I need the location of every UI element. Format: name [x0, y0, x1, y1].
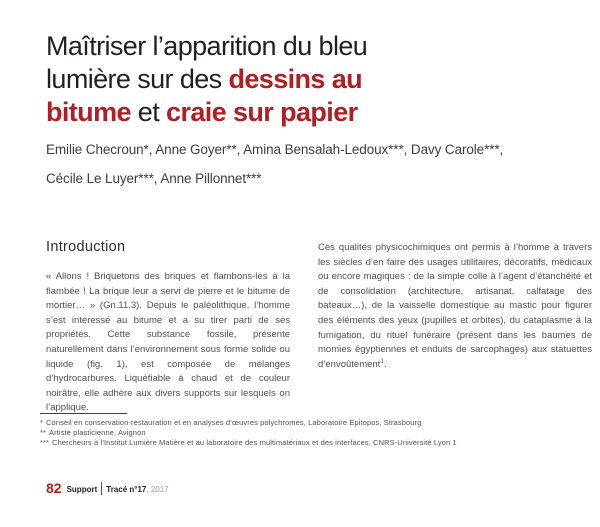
intro-paragraph-right-tail: . — [383, 358, 387, 370]
page-footer — [46, 482, 169, 495]
footnote-marker: ** — [40, 428, 47, 437]
footnote-reference-1: 1 — [380, 357, 384, 365]
footnote-item — [40, 438, 592, 448]
footnote-text: Chercheurs à l’Institut Lumière Matière et au laboratoire des multimatériaux et des interfaces, CNRS-Université Lyon 1 — [52, 438, 457, 447]
footnote-item — [40, 428, 592, 438]
author-list — [46, 141, 503, 188]
title-text-accent: bitume — [46, 97, 131, 127]
intro-column-right — [318, 238, 592, 416]
footnote-text: Conseil en conservation-restauration et en analyses d’œuvres polychromes, Laboratoire Epitopos, Strasbourg — [46, 418, 422, 427]
title-line-3 — [46, 96, 367, 129]
title-text-accent: dessins au — [228, 64, 363, 94]
journal-name: Support — [66, 485, 98, 494]
page-number: 82 — [46, 480, 62, 496]
intro-columns — [46, 238, 592, 416]
intro-paragraph-right — [318, 241, 592, 372]
year-label: , 2017 — [146, 485, 169, 494]
title-text-plain: Maîtriser l’apparition du bleu — [46, 31, 368, 61]
footnote-item — [40, 418, 592, 428]
title-text-plain: et — [130, 97, 167, 127]
intro-column-left — [46, 238, 290, 416]
title-text-accent: craie sur papier — [166, 97, 358, 127]
authors-line: Cécile Le Luyer***, Anne Pillonnet*** — [46, 171, 262, 186]
title-text-plain: lumière sur des — [46, 64, 229, 94]
intro-paragraph-left: « Allons ! Briquetons des briques et flambons-les à la flambée ! La brique leur a servi de pierre et le bitume de mortier… » (Gn.11.3). Depuis le paléolithique, l’homme s’est intéressé au bitume et a su tirer parti de ses propriétés. Cette substance fossile, présente naturellement dans l’environnement sous forme solide ou liquide (fig. 1), est composée de mélanges d’hydrocarbures. Liquéfiable à chaud et de couleur noirâtre, elle adhère aux divers supports sur lesquels on l’applique. — [46, 271, 290, 414]
footnotes-rule — [40, 413, 127, 414]
title-line-1 — [46, 30, 367, 63]
footnote-text: Artiste plasticienne, Avignon — [49, 428, 146, 437]
footnotes-block — [40, 413, 592, 448]
footer-divider — [101, 482, 102, 495]
footnote-marker: * — [40, 418, 44, 427]
section-heading-introduction: Introduction — [46, 239, 126, 255]
issue-label: Tracé n°17 — [106, 485, 147, 494]
title-line-2 — [46, 63, 367, 96]
article-title — [46, 30, 367, 129]
intro-paragraph-right-text: Ces qualités physicochimiques ont permis à l’homme à travers les siècles d’en faire des usages utilitaires, décoratifs, médicaux ou encore magiques : de la simple colle à l’agent d’étanchéité et de consolidation (architecture, artisanat, calfatage des bateaux…), de la vaisselle domestique au mastic pour figurer des éléments des yeux (pupilles et orbites), du cataplasme à la fumigation, du rituel funéraire (présent dans les baumes de momies égyptiennes et enduits de sarcophages) aux statuettes d’envoûtement — [318, 242, 592, 370]
footnote-marker: *** — [40, 438, 50, 447]
authors-line: Emilie Checroun*, Anne Goyer**, Amina Bensalah-Ledoux***, Davy Carole***, — [46, 142, 504, 157]
